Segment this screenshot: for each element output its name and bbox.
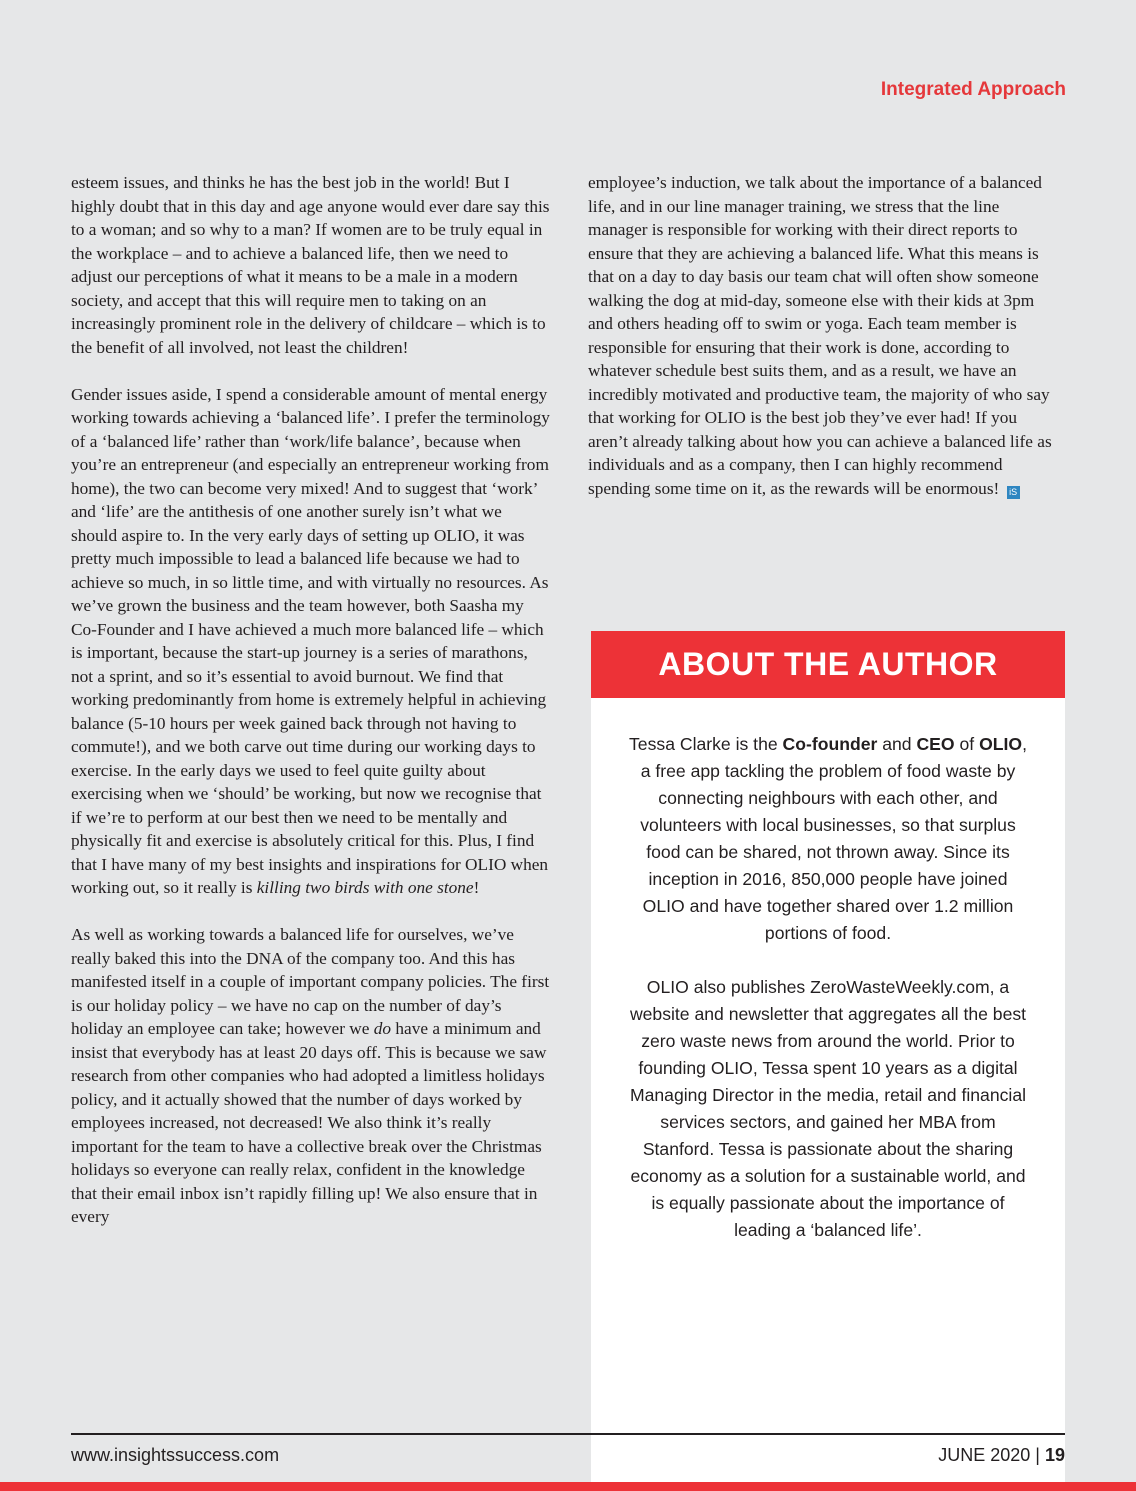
- bio-bold-text: Co-founder: [782, 734, 878, 754]
- article-left-column: [71, 171, 551, 1252]
- article-paragraph: [71, 171, 551, 359]
- about-author-body: [591, 698, 1065, 1244]
- footer-issue-date: JUNE 2020 |: [938, 1445, 1045, 1465]
- bio-text: and: [877, 734, 917, 754]
- page-number: 19: [1044, 1445, 1065, 1465]
- bio-bold-text: CEO: [916, 734, 955, 754]
- article-paragraph: [71, 383, 551, 900]
- author-bio-paragraph: [629, 731, 1027, 947]
- paragraph-text: !: [473, 878, 480, 897]
- italic-phrase: killing two birds with one stone: [256, 878, 474, 897]
- article-paragraph: [588, 171, 1060, 500]
- bio-text: of: [954, 734, 980, 754]
- footer-divider: [71, 1433, 1065, 1435]
- footer-issue: [938, 1445, 1065, 1466]
- article-end-mark-icon: iS: [1007, 486, 1020, 499]
- article-right-column: [588, 171, 1060, 524]
- about-author-box: [591, 631, 1065, 1491]
- paragraph-text: esteem issues, and thinks he has the best job in the world! But I highly doubt that in this day and age anyone would ever dare say this to a woman; and so why to a man? If women are to be truly equal in the workplace – and to achieve a balanced life, then we need to adjust our perceptions of what it means to be a male in a modern society, and accept that this will require men to taking on an increasingly prominent role in the delivery of childcare – which is to the benefit of all involved, not least the children!: [71, 173, 550, 357]
- bottom-accent-bar: [0, 1482, 1136, 1491]
- author-bio-paragraph: OLIO also publishes ZeroWasteWeekly.com, a website and newsletter that aggregates all the best zero waste news from around the world. Prior to founding OLIO, Tessa spent 10 years as a digital Managing Director in the media, retail and financial services sectors, and gained her MBA from Stanford. Tessa is passionate about the sharing economy as a solution for a sustainable world, and is equally passionate about the importance of leading a ‘balanced life’.: [629, 977, 1027, 1240]
- paragraph-text: As well as working towards a balanced life for ourselves, we’ve really baked this into the DNA of the company too. And this has manifested itself in a couple of important company policies. The first is our holiday policy – we have no cap on the number of day’s holiday an employee can take; however we: [71, 925, 550, 1038]
- paragraph-text: employee’s induction, we talk about the importance of a balanced life, and in our line manager training, we stress that the line manager is responsible for working with their direct reports to ensure that they are achieving a balanced life. What this means is that on a day to day basis our team chat will often show someone walking the dog at mid-day, someone else with their kids at 3pm and others heading off to swim or yoga. Each team member is responsible for ensuring that their work is done, according to whatever schedule best suits them, and as a result, we have an incredibly motivated and productive team, the majority of who say that working for OLIO is the best job they’ve ever had! If you aren’t already talking about how you can achieve a balanced life as individuals and as a company, then I can highly recommend spending some time on it, as the rewards will be enormous!: [588, 173, 1052, 498]
- about-author-header: [591, 631, 1065, 698]
- bio-text: Tessa Clarke is the: [629, 734, 783, 754]
- about-author-heading: ABOUT THE AUTHOR: [658, 646, 998, 682]
- footer-website: www.insightssuccess.com: [71, 1445, 280, 1465]
- paragraph-text: have a minimum and insist that everybody has at least 20 days off. This is because we saw research from other companies who had adopted a limitless holidays policy, and it actually showed that the number of days worked by employees increased, not decreased! We also think it’s really important for the team to have a collective break over the Christmas holidays so everyone can really relax, confident in the knowledge that their email inbox isn’t rapidly filling up! We also ensure that in every: [71, 1019, 547, 1226]
- italic-phrase: do: [373, 1019, 392, 1038]
- article-paragraph: [71, 923, 551, 1229]
- bio-bold-text: OLIO: [979, 734, 1023, 754]
- paragraph-text: Gender issues aside, I spend a considerable amount of mental energy working towards achieving a ‘balanced life’. I prefer the terminology of a ‘balanced life’ rather than ‘work/life balance’, because when you’re an entrepreneur (and especially an entrepreneur working from home), the two can become very mixed! And to suggest that ‘work’ and ‘life’ are the antithesis of one another surely isn’t what we should aspire to. In the very early days of setting up OLIO, it was pretty much impossible to lead a balanced life because we had to achieve so much, in so little time, and with virtually no resources. As we’ve grown the business and the team however, both Saasha my Co-Founder and I have achieved a much more balanced life – which is important, because the start-up journey is a series of marathons, not a sprint, and so it’s essential to avoid burnout. We find that working predominantly from home is extremely helpful in achieving balance (5-10 hours per week gained back through not having to commute!), and we both carve out time during our working days to exercise. In the early days we used to feel quite guilty about exercising when we ‘should’ be working, but now we recognise that if we’re to perform at our best then we need to be mentally and physically fit and exercise is absolutely critical for this. Plus, I find that I have many of my best insights and inspirations for OLIO when working out, so it really is: [71, 384, 550, 897]
- bio-text: , a free app tackling the problem of food waste by connecting neighbours with each other, and volunteers with local businesses, so that surplus food can be shared, not thrown away. Since its inception in 2016, 850,000 people have joined OLIO and have together shared over 1.2 million portions of food.: [640, 734, 1027, 943]
- section-label: Integrated Approach: [880, 79, 1066, 100]
